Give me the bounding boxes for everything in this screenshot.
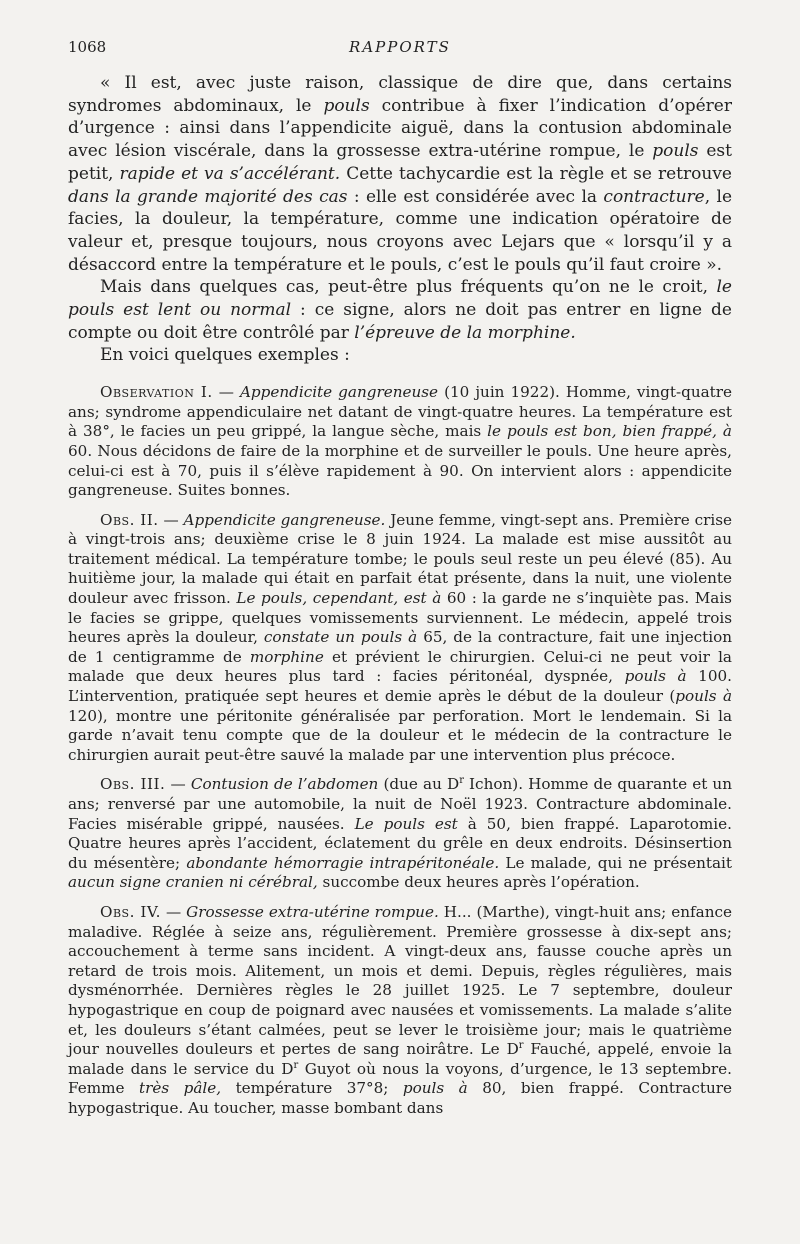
italic-run: le pouls est bon, bien frappé, à — [487, 422, 732, 441]
text-run: : ce signe, alors ne doit pas entrer en ligne de compte ou doit être contrôlé par — [68, 300, 732, 343]
italic-run: pouls à — [402, 1079, 468, 1098]
text-run: 120), montre une péritonite généralisée par perforation. Mort le lendemain. Si la garde n’avait tenu compte que de la douleur et le médecin de la contracture le chirurgien aurait peut-être sauvé la malade par une intervention plus précoce. — [68, 706, 732, 764]
text-run: température 37°8; — [221, 1079, 403, 1098]
text-run: Jeune femme, vingt-sept ans. Première crise à vingt-trois ans; deuxième crise le 8 juin 1924. La malade est mise aussitôt au traitement médical. La température tombe; le pouls seul reste un peu élevé (85). Au huitième jour, la malade qui était en parfait état présente, dans la nuit, une violente douleur avec frisson. — [68, 510, 733, 608]
text-run: succombe deux heures après l’opération. — [317, 873, 640, 892]
observation-1 — [68, 383, 732, 501]
italic-run: Appendicite gangreneuse — [239, 383, 439, 402]
observation-4 — [68, 903, 732, 1119]
text-run: (10 juin 1922). Homme, vingt-quatre ans; syndrome appendiculaire net datant de vingt-quatre heures. La température est à 38°, le facies un peu grippé, la langue sèche, mais — [68, 383, 733, 441]
observation-3 — [68, 775, 732, 893]
italic-run: Appendicite gangreneuse. — [183, 510, 386, 529]
text-run: Ichon). Homme de quarante et un ans; renversé par une automobile, la nuit de Noël 1923. Contracture abdominale. Facies misérable grippé, nausées. — [68, 775, 732, 833]
italic-run: aucun signe cranien ni cérébral, — [68, 873, 318, 892]
italic-run: Le pouls, cependant, est à — [236, 589, 442, 608]
text-run: — — [165, 775, 191, 794]
text-run: 100. L’intervention, pratiquée sept heures et demie après le début de la douleur ( — [68, 667, 732, 706]
observation-label: Obs. III. — [100, 775, 166, 794]
text-run: En voici quelques exemples : — [100, 345, 350, 366]
italic-run: pouls — [652, 141, 699, 162]
observation-label: Observation I. — [100, 383, 213, 402]
text-run: H... (Marthe), vingt-huit ans; enfance maladive. Réglée à seize ans, régulièrement. Première grossesse à dix-sept ans; accouchement à terme sans incident. A vingt-deux ans, fausse couche après un retard de trois mois. Alitement, un mois et demi. Depuis, règles régulières, mais dysménorrhée. Dernières règles le 28 juillet 1925. Le 7 septembre, douleur hypogastrique en coup de poignard avec nausées et vomissements. La malade s’alite et, les douleurs s’étant calmées, peut se lever le troisième jour; mais le quatrième jour nouvelles douleurs et pertes de sang noirâtre. Le D — [68, 902, 732, 1059]
text-run: contribue à fixer l’indication d’opérer d’urgence : ainsi dans l’appendicite aiguë, dans la contusion abdominale avec lésion viscérale, dans la grossesse extra-utérine rompue, le — [68, 95, 732, 162]
italic-run: abondante hémorragie intrapéritonéale. — [186, 853, 500, 872]
observation-label: Obs. IV. — [100, 902, 162, 921]
observation-label: Obs. II. — [100, 510, 159, 529]
italic-run: contracture — [603, 186, 705, 207]
text-run: — — [212, 383, 240, 402]
text-run: 65, de la contracture, fait une injection de 1 centigramme de — [68, 628, 733, 666]
superscript: r — [518, 1040, 524, 1052]
paragraph-3 — [68, 344, 732, 367]
text-run: 60. Nous décidons de faire de la morphine et de surveiller le pouls. Une heure après, celui-ci est à 70, puis il s’élève rapidement à 90. On intervient alors : appendicite gangreneuse. Suites bonnes. — [68, 441, 732, 500]
italic-run: pouls à — [675, 687, 732, 706]
italic-run: Grossesse extra-utérine rompue. — [186, 902, 439, 921]
paragraph-2 — [68, 276, 732, 344]
page-header — [68, 38, 732, 60]
superscript: r — [293, 1059, 299, 1071]
text-run: et prévient le chirurgien. Celui-ci ne peut voir la malade que deux heures plus tard : facies péritonéal, dyspnée, — [68, 647, 732, 686]
text-run: , le facies, la douleur, la température, comme une indication opératoire de valeur et, presque toujours, nous croyons avec Lejars que « lorsqu’il y a désaccord entre la température et le pouls, c’est le pouls qu’il faut croire ». — [68, 186, 732, 275]
text-run: « Il est, avec juste raison, classique de dire que, dans certains syndromes abdominaux, le — [68, 73, 732, 116]
text-run: — — [158, 510, 184, 529]
text-run: (due au D — [378, 775, 460, 794]
italic-run: l’épreuve de la morphine. — [354, 322, 576, 343]
text-run: Cette tachycardie est la règle et se retrouve — [340, 163, 732, 184]
italic-run: dans la grande majorité des cas — [68, 186, 348, 207]
text-run: — — [161, 902, 187, 921]
italic-run: pouls à — [624, 667, 687, 686]
italic-run: très pâle, — [138, 1079, 222, 1098]
superscript: r — [459, 775, 464, 787]
text-run: 60 : la garde ne s’inquiète pas. Mais le facies se grippe, quelques vomissements surviennent. Le médecin, appelé trois heures après la douleur, — [68, 589, 732, 647]
text-run: Guyot où nous la voyons, d’urgence, le 13 septembre. Femme — [68, 1059, 733, 1098]
italic-run: le pouls est lent ou normal — [68, 277, 732, 321]
running-title: RAPPORTS — [349, 38, 451, 56]
text-run: est petit, — [68, 141, 732, 184]
text-run: : elle est considérée avec la — [347, 186, 604, 207]
text-run: à 50, bien frappé. Laparotomie. Quatre heures après l’accident, éclatement du grêle en deux endroits. Désinsertion du mésentère; — [68, 814, 732, 872]
italic-run: constate un pouls à — [263, 628, 418, 647]
text-run: Fauché, appelé, envoie la malade dans le service du D — [68, 1040, 732, 1078]
italic-run: Le pouls est — [354, 814, 458, 833]
text-run: Le malade, qui ne présentait — [499, 853, 732, 872]
italic-run: Contusion de l’abdomen — [190, 775, 379, 794]
text-run: Mais dans quelques cas, peut-être plus fréquents qu’on ne le croit, — [100, 277, 717, 298]
observation-2 — [68, 511, 732, 766]
paragraph-1 — [68, 72, 732, 276]
italic-run: pouls — [323, 95, 370, 116]
page-number: 1068 — [68, 38, 107, 56]
text-run: 80, bien frappé. Contracture hypogastrique. Au toucher, masse bombant dans — [68, 1079, 732, 1117]
italic-run: rapide et va s’accélérant. — [119, 163, 341, 184]
body-text — [68, 72, 732, 1119]
italic-run: morphine — [249, 647, 324, 666]
